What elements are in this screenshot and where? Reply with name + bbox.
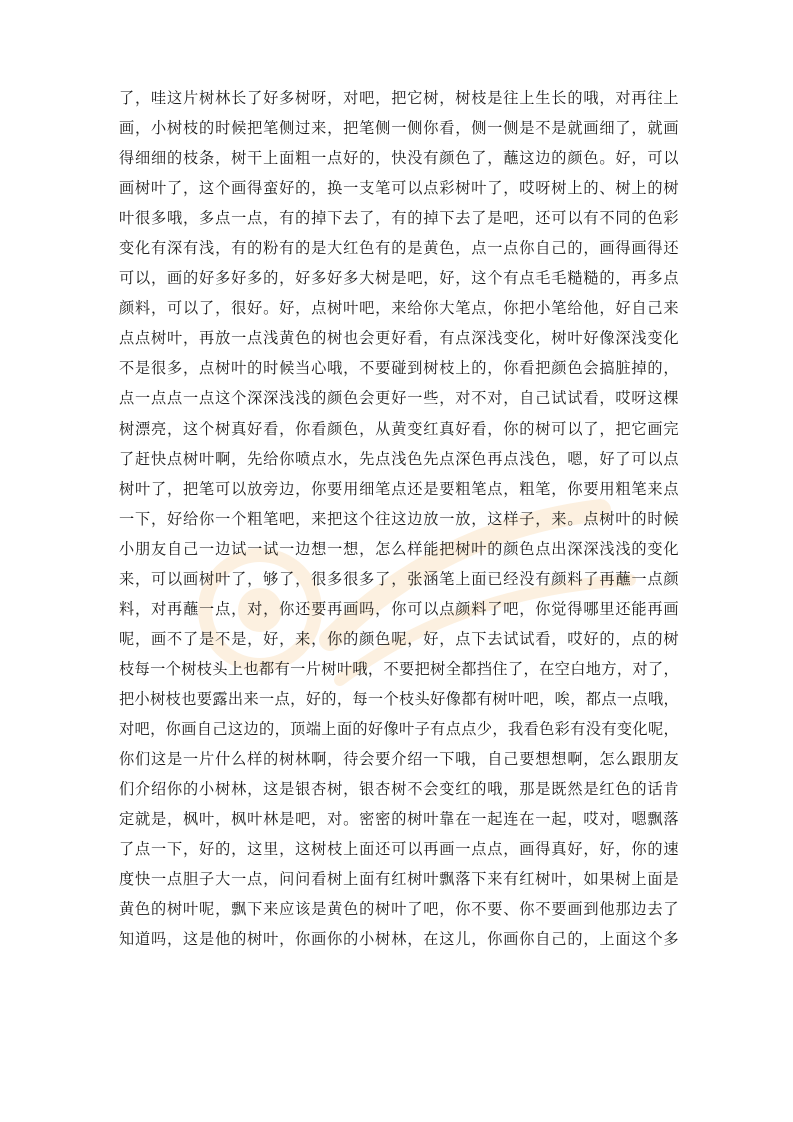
text-line: 一下，好给你一个粗笔吧，来把这个往这边放一放，这样子，来。点树叶的时候 [119,509,680,528]
text-line: 定就是，枫叶，枫叶林是吧，对。密密的树叶靠在一起连在一起，哎对，嗯飘落 [119,810,680,829]
text-line: 了，哇这片树林长了好多树呀，对吧，把它树，树枝是往上生长的哦，对再往上 [119,89,680,107]
body-text [119,83,679,954]
text-line: 变化有深有浅，有的粉有的是大红色有的是黄色，点一点你自己的，画得画得还 [119,239,680,258]
text-line: 了点一下，好的，这里，这树枝上面还可以再画一点点，画得真好，好，你的速 [119,840,680,859]
text-line: 可以，画的好多好多的，好多好多大树是吧，好，这个有点毛毛糙糙的，再多点 [119,269,680,288]
text-line: 知道吗，这是他的树叶，你画你的小树林，在这儿，你画你自己的，上面这个多 [119,930,680,949]
text-line: 点点树叶，再放一点浅黄色的树也会更好看，有点深浅变化，树叶好像深浅变化 [119,329,680,348]
text-line: 小朋友自己一边试一试一边想一想，怎么样能把树叶的颜色点出深深浅浅的变化 [119,539,680,558]
text-line: 画树叶了，这个画得蛮好的，换一支笔可以点彩树叶了，哎呀树上的、树上的树 [119,179,680,198]
text-line: 颜料，可以了，很好。好，点树叶吧，来给你大笔点，你把小笔给他，好自己来 [119,299,680,318]
text-line: 你们这是一片什么样的树林啊，待会要介绍一下哦，自己要想想啊，怎么跟朋友 [119,750,680,769]
text-line: 树叶了，把笔可以放旁边，你要用细笔点还是要粗笔点，粗笔，你要用粗笔来点 [119,479,680,498]
text-line: 叶很多哦，多点一点，有的掉下去了，有的掉下去了是吧，还可以有不同的色彩 [119,209,680,228]
text-line: 料，对再蘸一点，对，你还要再画吗，你可以点颜料了吧，你觉得哪里还能再画 [119,599,680,618]
text-line: 得细细的枝条，树干上面粗一点好的，快没有颜色了，蘸这边的颜色。好，可以 [119,149,680,168]
text-line: 枝每一个树枝头上也都有一片树叶哦，不要把树全都挡住了，在空白地方，对了， [119,659,680,678]
text-line: 来，可以画树叶了，够了，很多很多了，张涵笔上面已经没有颜料了再蘸一点颜 [119,569,680,588]
text-line: 们介绍你的小树林，这是银杏树，银杏树不会变红的哦，那是既然是红色的话肯 [119,780,680,799]
text-line: 点一点点一点这个深深浅浅的颜色会更好一些，对不对，自己试试看，哎呀这棵 [119,389,680,408]
text-line: 度快一点胆子大一点，问问看树上面有红树叶飘落下来有红树叶，如果树上面是 [119,870,680,889]
text-line: 对吧，你画自己这边的，顶端上面的好像叶子有点点少，我看色彩有没有变化呢， [119,719,680,738]
text-line: 不是很多，点树叶的时候当心哦，不要碰到树枝上的，你看把颜色会搞脏掉的， [119,359,680,378]
text-line: 把小树枝也要露出来一点，好的，每一个枝头好像都有树叶吧，唉，都点一点哦， [119,689,680,708]
text-line: 呢，画不了是不是，好，来，你的颜色呢，好，点下去试试看，哎好的，点的树 [119,629,680,648]
text-line: 黄色的树叶呢，飘下来应该是黄色的树叶了吧，你不要、你不要画到他那边去了 [119,900,680,919]
text-line: 树漂亮，这个树真好看，你看颜色，从黄变红真好看，你的树可以了，把它画完 [119,419,680,438]
text-line: 了赶快点树叶啊，先给你喷点水，先点浅色先点深色再点浅色，嗯，好了可以点 [119,449,680,468]
text-line: 画，小树枝的时候把笔侧过来，把笔侧一侧你看，侧一侧是不是就画细了，就画 [119,119,680,138]
